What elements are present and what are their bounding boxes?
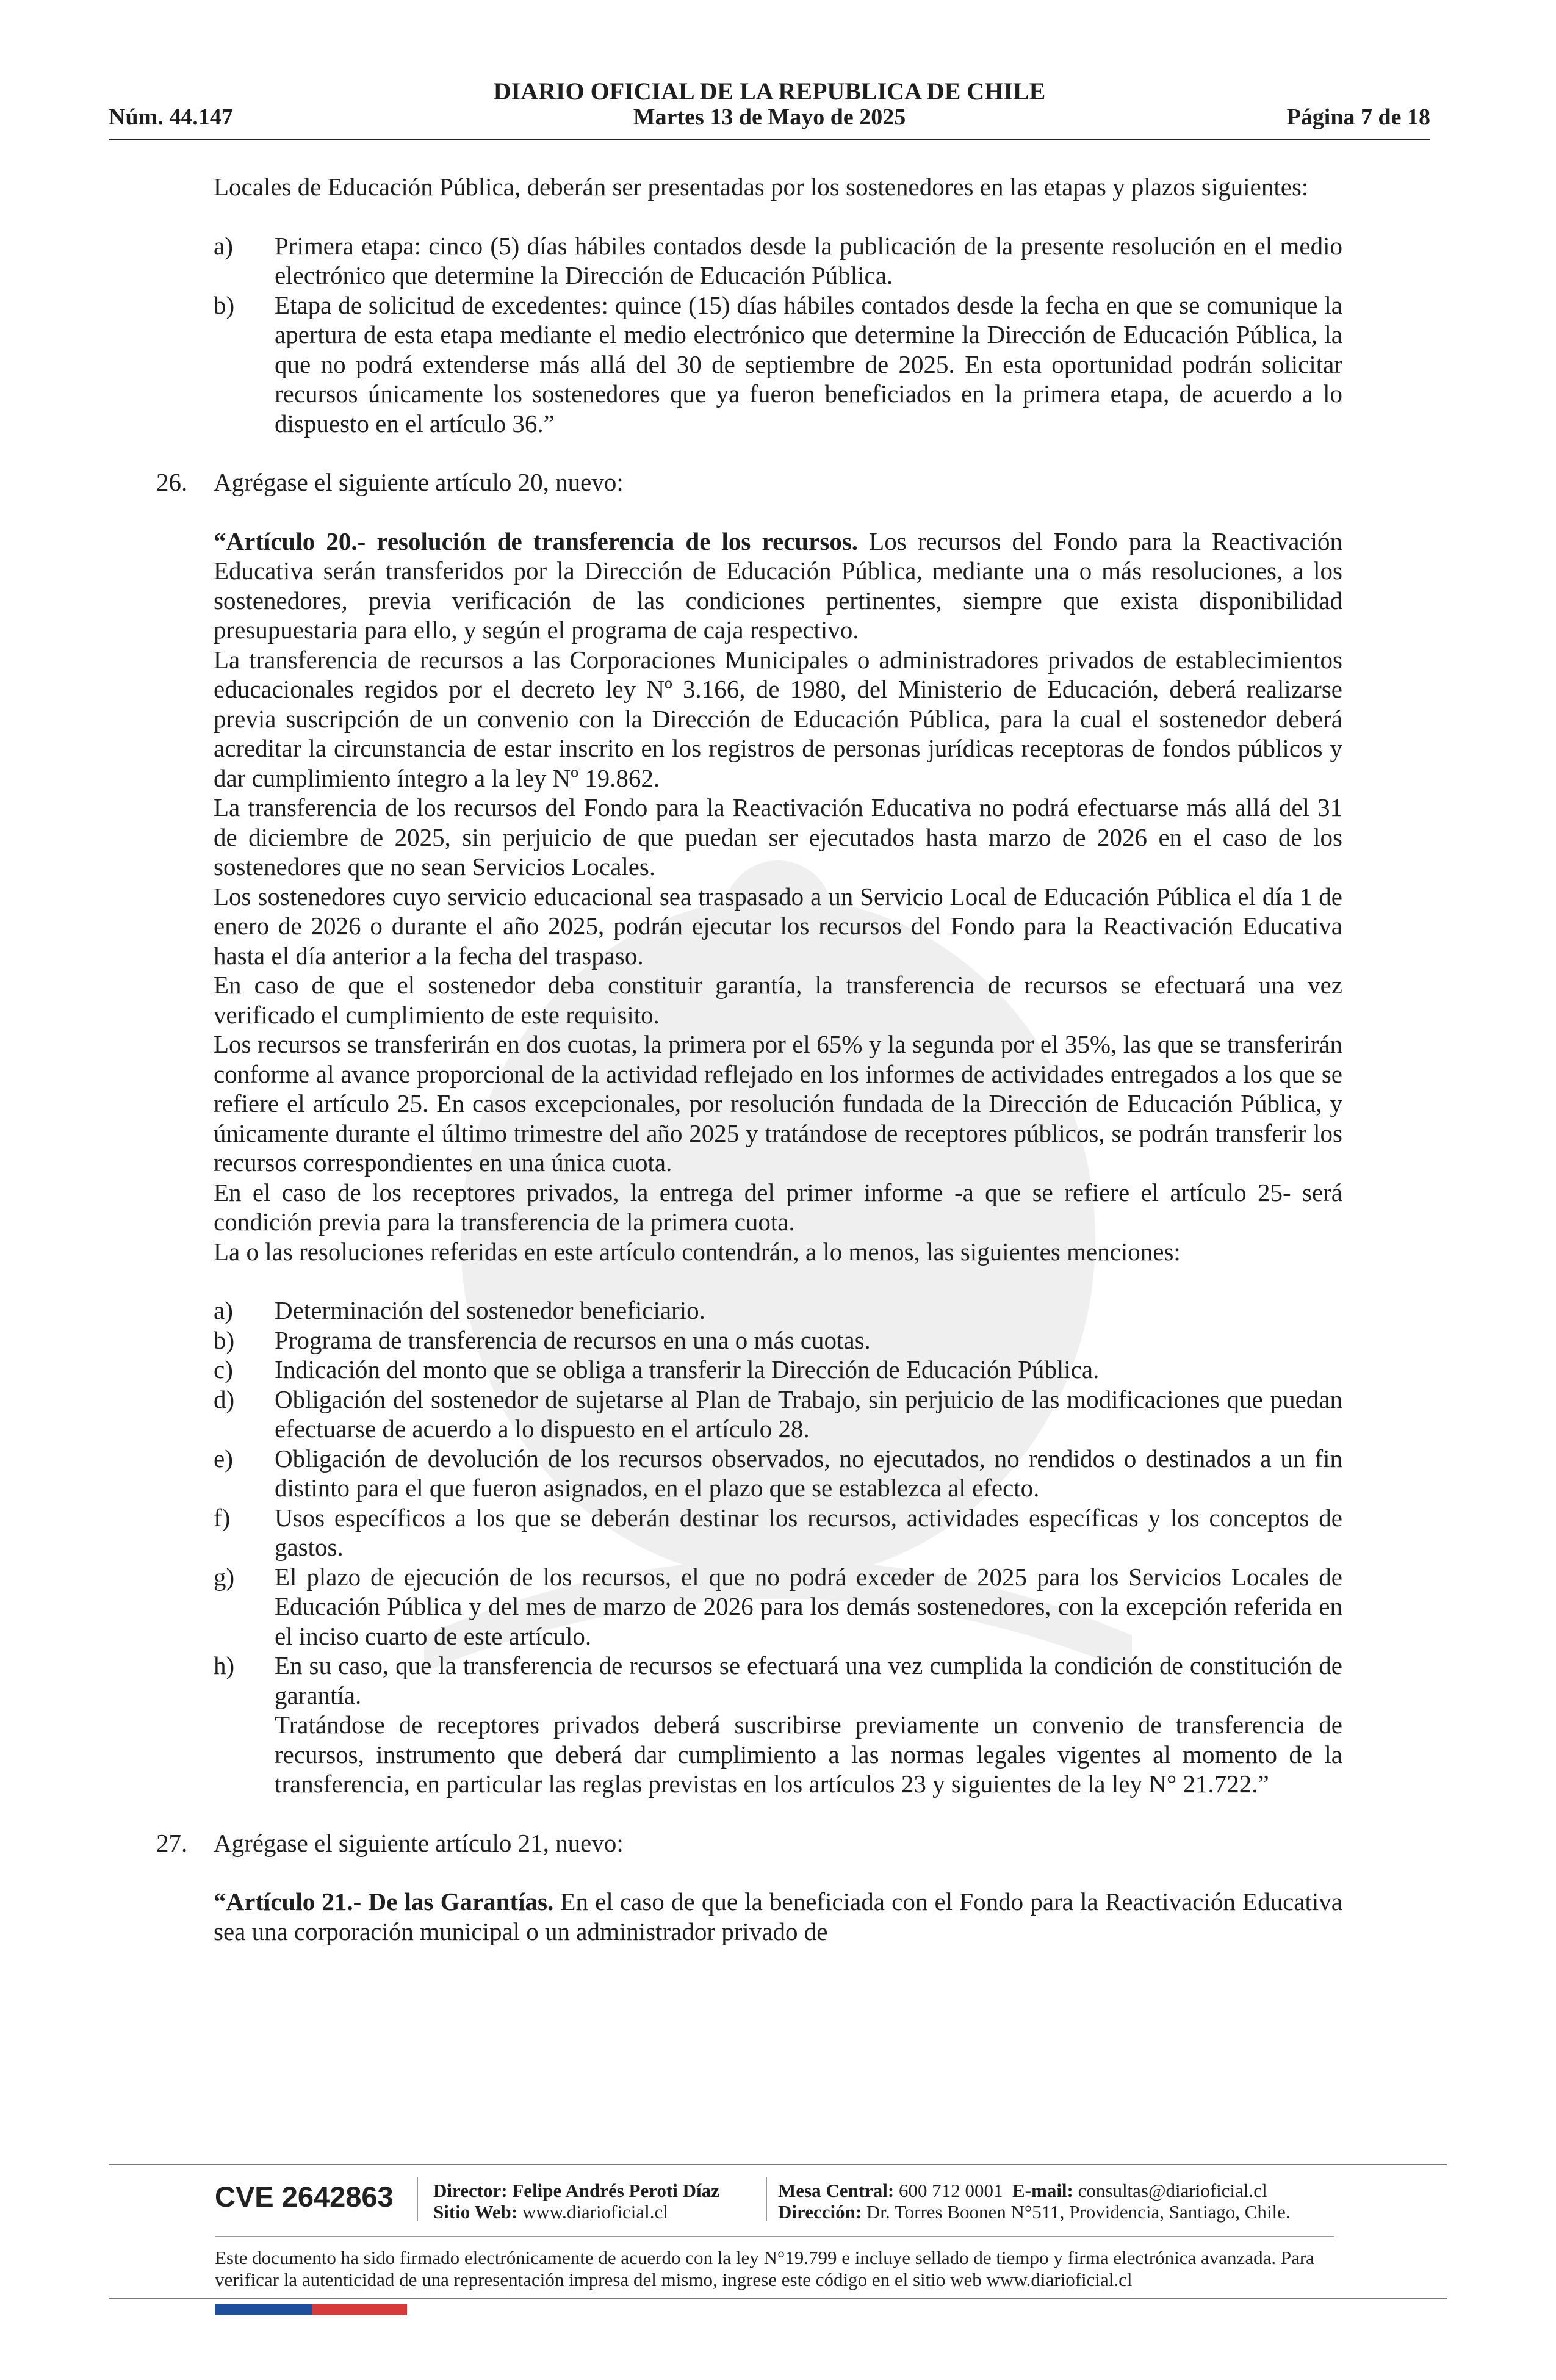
- footer-separator: [766, 2177, 767, 2221]
- article-paragraph: Los recursos se transferirán en dos cuotas, la primera por el 65% y la segunda por el 35%, las que se transferirán conforme al avance proporcional de la actividad reflejado en los informes de actividades entregados a los que se refiere el artículo 25. En casos excepcionales, por resolución fundada de la Dirección de Educación Pública, y únicamente durante el último trimestre del año 2025 y tratándose de receptores públicos, se podrán transferir los recursos correspondientes en una única cuota.: [214, 1030, 1342, 1177]
- flag-stripe-blue: [215, 2304, 312, 2315]
- list-label: d): [214, 1385, 235, 1413]
- list-item: [214, 1651, 1342, 1710]
- article-paragraph: La transferencia de los recursos del Fondo para la Reactivación Educativa no podrá efectuarse más allá del 31 de diciembre de 2025, sin perjuicio de que puedan ser ejecutados hasta marzo de 2026 en el caso de los sostenedores que no sean Servicios Locales.: [214, 793, 1342, 881]
- email-label: E-mail:: [1012, 2180, 1073, 2201]
- footer-divider: [109, 2298, 1447, 2299]
- intro-paragraph: Locales de Educación Pública, deberán ser presentadas por los sostenedores en las etapas y plazos siguientes:: [214, 173, 1309, 201]
- list-label: b): [214, 290, 235, 319]
- article-21-text: En el caso de que la beneficiada con el Fondo para la Reactivación Educativa sea una corporación municipal o un administrador privado de: [214, 1888, 1342, 1945]
- list-text: Etapa de solicitud de excedentes: quince (15) días hábiles contados desde la fecha en que se comunique la apertura de esta etapa mediante el medio electrónico que determine la Dirección de Educación Pública, la que no podrá extenderse más allá del 30 de septiembre de 2025. En esta oportunidad podrán solicitar recursos únicamente los sostenedores que ya fueron beneficiados en la primera etapa, de acuerdo a lo dispuesto en el artículo 36.”: [275, 290, 1342, 438]
- address-text: Dr. Torres Boonen N°511, Providencia, Santiago, Chile.: [866, 2201, 1291, 2223]
- footer-separator: [417, 2177, 418, 2221]
- section-number: 26.: [156, 468, 188, 496]
- list-item: [214, 1444, 1342, 1503]
- footer-divider: [109, 2164, 1447, 2165]
- list-text: Usos específicos a los que se deberán destinar los recursos, actividades específicas y los conceptos de gastos.: [275, 1503, 1342, 1561]
- issue-number: Núm. 44.147: [109, 104, 233, 130]
- phone-number: 600 712 0001: [899, 2180, 1003, 2201]
- list-item: [214, 290, 1342, 439]
- article-paragraph: En el caso de los receptores privados, la entrega del primer informe -a que se refiere el artículo 25- será condición previa para la transferencia de la primera cuota.: [214, 1178, 1342, 1236]
- list-label: a): [214, 1296, 233, 1324]
- site-link[interactable]: www.diarioficial.cl: [522, 2201, 668, 2223]
- article-paragraph: La o las resoluciones referidas en este artículo contendrán, a lo menos, las siguientes menciones:: [214, 1237, 1181, 1266]
- page-number: Página 7 de 18: [1286, 104, 1430, 130]
- article-paragraph: Los sostenedores cuyo servicio educacional sea traspasado a un Servicio Local de Educación Pública el día 1 de enero de 2026 o durante el año 2025, podrán ejecutar los recursos del Fondo para la Reactivación Educativa hasta el día anterior a la fecha del traspaso.: [214, 882, 1342, 970]
- signature-note: Este documento ha sido firmado electrónicamente de acuerdo con la ley N°19.799 e incluye sellado de tiempo y firma electrónica avanzada. Para verificar la autenticidad de una representación impresa del mismo, ingrese este código en el sitio web www.diarioficial.cl: [215, 2247, 1314, 2290]
- footer-divider: [215, 2236, 1334, 2237]
- list-text: Obligación del sostenedor de sujetarse al Plan de Trabajo, sin perjuicio de las modificaciones que puedan efectuarse de acuerdo a lo dispuesto en el artículo 28.: [275, 1385, 1342, 1443]
- list-label: b): [214, 1325, 235, 1354]
- list-text: En su caso, que la transferencia de recursos se efectuará una vez cumplida la condición de constitución de garantía.: [275, 1651, 1342, 1709]
- section-27-heading: [156, 1828, 1342, 1858]
- article-21-paragraph: [214, 1887, 1342, 1946]
- article-20-text: Los recursos del Fondo para la Reactivación Educativa serán transferidos por la Dirección de Educación Pública, mediante una o más resoluciones, a los sostenedores, previa verificación de las condiciones pertinentes, siempre que exista disponibilidad presupuestaria para ello, y según el programa de caja respectivo.: [214, 527, 1342, 644]
- cve-code: CVE 2642863: [215, 2180, 394, 2213]
- list-item: [214, 1385, 1342, 1444]
- list-text: Primera etapa: cinco (5) días hábiles contados desde la publicación de la presente resolución en el medio electrónico que determine la Dirección de Educación Pública.: [275, 231, 1342, 289]
- flag-stripe-red: [312, 2304, 407, 2315]
- publication-title: DIARIO OFICIAL DE LA REPUBLICA DE CHILE: [493, 78, 1046, 105]
- header-divider: [109, 139, 1430, 140]
- page-header: [109, 74, 1430, 145]
- section-text: Agrégase el siguiente artículo 20, nuevo:: [214, 468, 624, 496]
- list-label: g): [214, 1562, 235, 1591]
- section-26-heading: [156, 467, 1342, 497]
- address-label: Dirección:: [778, 2201, 862, 2223]
- phone-label: Mesa Central:: [778, 2180, 895, 2201]
- list-item: [214, 1503, 1342, 1562]
- director-label: Director:: [433, 2180, 508, 2201]
- document-body: [156, 172, 1342, 1946]
- list-item: [214, 1562, 1342, 1651]
- site-label: Sitio Web:: [433, 2201, 518, 2223]
- list-item: [214, 1296, 1342, 1325]
- director-name: Felipe Andrés Peroti Díaz: [512, 2180, 719, 2201]
- list-label: a): [214, 231, 233, 260]
- article-paragraph: La transferencia de recursos a las Corporaciones Municipales o administradores privados de establecimientos educacionales regidos por el decreto ley Nº 3.166, de 1980, del Ministerio de Educación, deberá realizarse previa suscripción de un convenio con la Dirección de Educación Pública, para la cual el sostenedor deberá acreditar la circunstancia de estar inscrito en los registros de personas jurídicas receptoras de fondos públicos y dar cumplimiento íntegro a la ley Nº 19.862.: [214, 645, 1342, 792]
- article-20-paragraph: [214, 527, 1342, 645]
- list-text: El plazo de ejecución de los recursos, el que no podrá exceder de 2025 para los Servicios Locales de Educación Pública y del mes de marzo de 2026 para los demás sostenedores, con la excepción referida en el inciso cuarto de este artículo.: [275, 1562, 1342, 1650]
- list-label: c): [214, 1355, 233, 1383]
- list-label: f): [214, 1503, 231, 1532]
- list-label: h): [214, 1651, 235, 1679]
- publication-date: Martes 13 de Mayo de 2025: [633, 104, 906, 130]
- section-text: Agrégase el siguiente artículo 21, nuevo:: [214, 1828, 624, 1857]
- article-20-title: “Artículo 20.- resolución de transferencia de los recursos.: [214, 527, 859, 555]
- list-text: Determinación del sostenedor beneficiario.: [275, 1296, 705, 1324]
- list-text: Obligación de devolución de los recursos observados, no ejecutados, no rendidos o destinados a un fin distinto para el que fueron asignados, en el plazo que se establezca al efecto.: [275, 1444, 1342, 1502]
- list-label: e): [214, 1444, 233, 1473]
- list-text: Programa de transferencia de recursos en una o más cuotas.: [275, 1325, 871, 1354]
- section-number: 27.: [156, 1828, 188, 1857]
- list-item: [214, 1325, 1342, 1355]
- email-link[interactable]: consultas@diarioficial.cl: [1078, 2180, 1267, 2201]
- list-item: [214, 231, 1342, 290]
- list-text: Indicación del monto que se obliga a transferir la Dirección de Educación Pública.: [275, 1355, 1100, 1383]
- article-21-title: “Artículo 21.- De las Garantías.: [214, 1888, 554, 1916]
- closing-paragraph: Tratándose de receptores privados deberá suscribirse previamente un convenio de transferencia de recursos, instrumento que deberá dar cumplimiento a las normas legales vigentes al momento de la transferencia, en particular las reglas previstas en los artículos 23 y siguientes de la ley N° 21.722.”: [275, 1711, 1342, 1798]
- footer-director-block: [433, 2180, 719, 2223]
- footer-contact-block: [778, 2180, 1291, 2223]
- article-paragraph: En caso de que el sostenedor deba constituir garantía, la transferencia de recursos se efectuará una vez verificado el cumplimiento de este requisito.: [214, 971, 1342, 1029]
- list-item: [214, 1355, 1342, 1385]
